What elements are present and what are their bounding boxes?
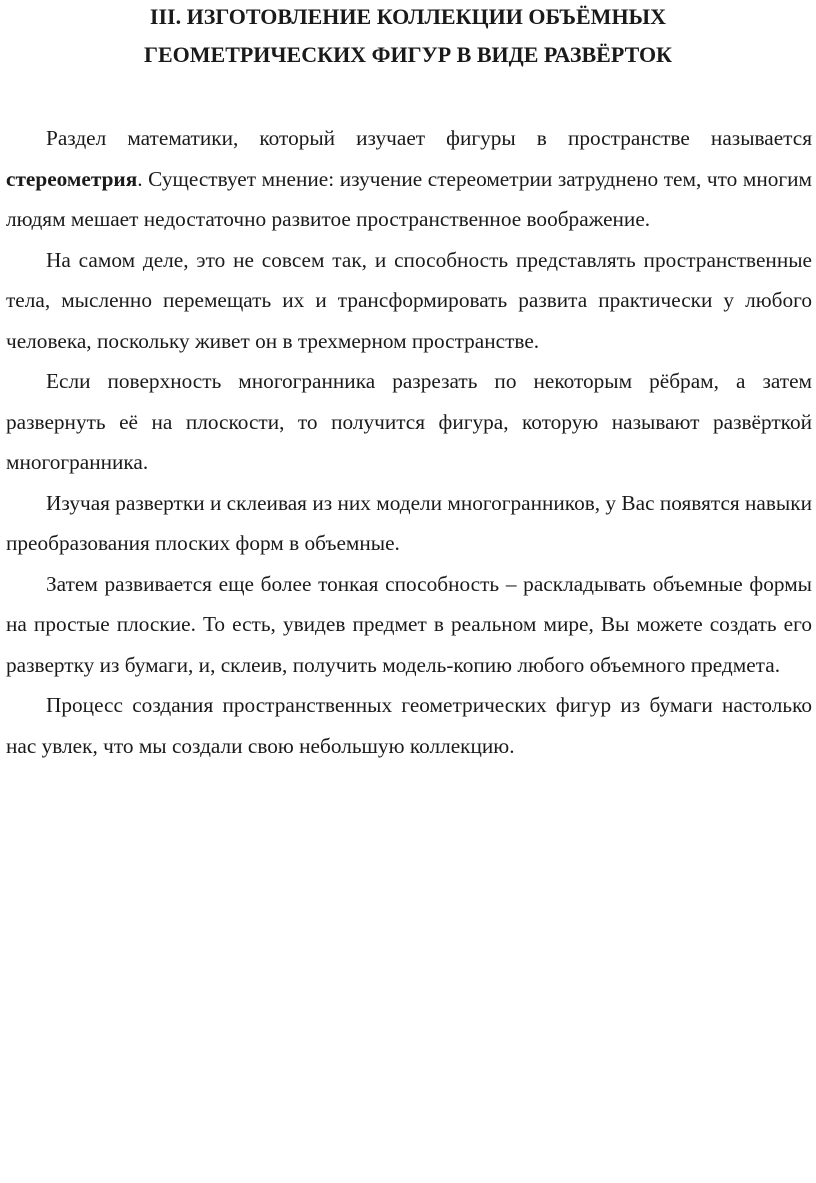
term-stereometry: стереометрия	[6, 166, 138, 191]
paragraph-1-text-end: . Существует мнение: изучение стереометрии затруднено тем, что многим людям мешает недостаточно развитое пространственное воображение.	[6, 166, 812, 231]
paragraph-4: Изучая развертки и склеивая из них модели многогранников, у Вас появятся навыки преобразования плоских форм в объемные.	[6, 490, 812, 555]
body-text	[6, 118, 812, 766]
title-line-2: ГЕОМЕТРИЧЕСКИХ ФИГУР В ВИДЕ РАЗВЁРТОК	[143, 42, 673, 67]
title-line-1: III. ИЗГОТОВЛЕНИЕ КОЛЛЕКЦИИ ОБЪЁМНЫХ	[149, 4, 667, 29]
paragraph-2: На самом деле, это не совсем так, и способность представлять пространственные тела, мысленно перемещать их и трансформировать развита практически у любого человека, поскольку живет он в трехмерном пространстве.	[6, 247, 812, 353]
paragraph-3: Если поверхность многогранника разрезать по некоторым рёбрам, а затем развернуть её на плоскости, то получится фигура, которую называют развёрткой многогранника.	[6, 369, 812, 474]
paragraph-1	[6, 118, 812, 240]
paragraph-1-text-start: Раздел математики, который изучает фигуры в пространстве называется	[46, 126, 812, 150]
paragraph-5: Затем развивается еще более тонкая способность – раскладывать объемные формы на простые плоские. То есть, увидев предмет в реальном мире, Вы можете создать его развертку из бумаги, и, склеив, получить модель-копию любого объемного предмета.	[6, 571, 812, 677]
paragraph-6: Процесс создания пространственных геометрических фигур из бумаги настолько нас увлек, что мы создали свою небольшую коллекцию.	[6, 693, 812, 758]
